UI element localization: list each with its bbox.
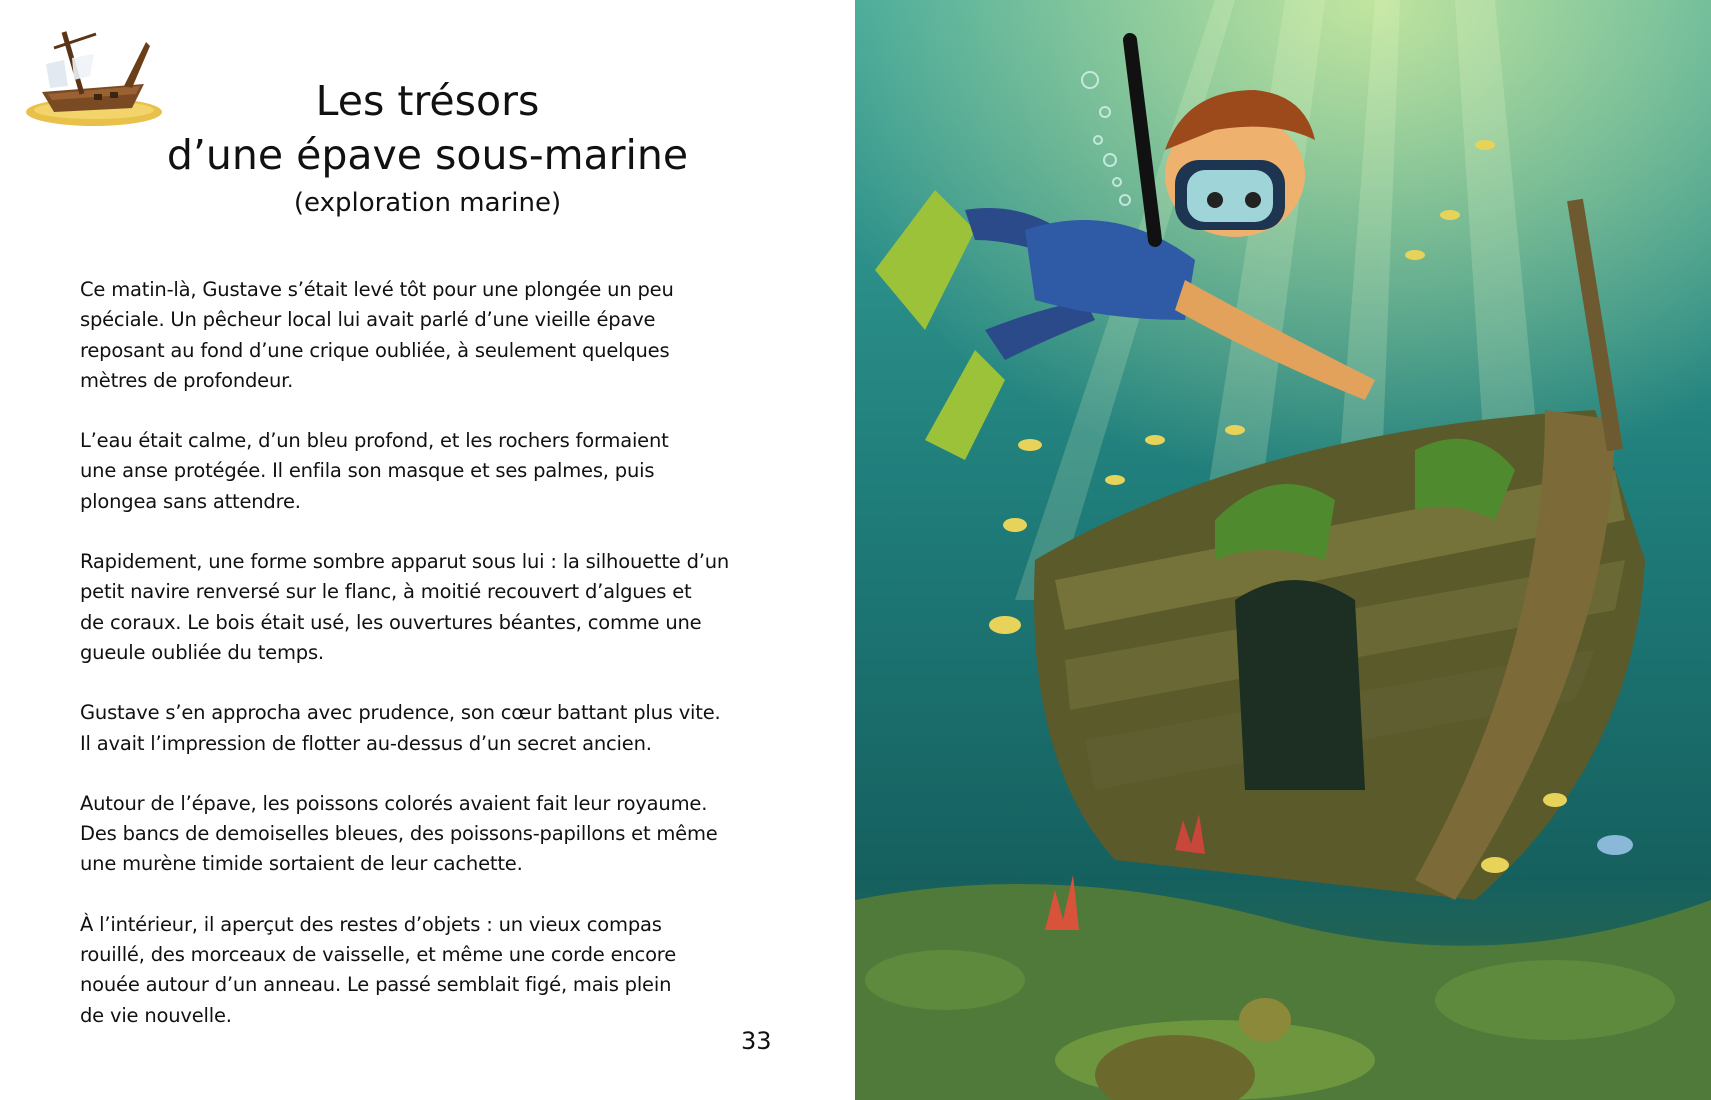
text-line: une murène timide sortaient de leur cachette.	[80, 852, 523, 876]
story-text	[80, 275, 780, 1061]
paragraph-2	[80, 426, 780, 517]
text-line: gueule oubliée du temps.	[80, 640, 324, 664]
text-line: de vie nouvelle.	[80, 1003, 232, 1027]
text-line: une anse protégée. Il enfila son masque et ses palmes, puis	[80, 459, 655, 483]
page-number: 33	[741, 1027, 772, 1055]
text-line: À l’intérieur, il aperçut des restes d’objets : un vieux compas	[80, 912, 662, 936]
title-block	[0, 74, 855, 222]
underwater-illustration	[855, 0, 1711, 1100]
text-line: de coraux. Le bois était usé, les ouvertures béantes, comme une	[80, 610, 702, 634]
text-line: Ce matin-là, Gustave s’était levé tôt pour une plongée un peu	[80, 278, 674, 301]
text-line: nouée autour d’un anneau. Le passé semblait figé, mais plein	[80, 973, 672, 997]
text-line: petit navire renversé sur le flanc, à moitié recouvert d’algues et	[80, 580, 692, 604]
text-line: plongea sans attendre.	[80, 489, 301, 513]
text-line: Rapidement, une forme sombre apparut sous lui : la silhouette d’un	[80, 550, 730, 574]
text-line: Il avait l’impression de flotter au-dessus d’un secret ancien.	[80, 731, 652, 755]
paragraph-5	[80, 789, 780, 880]
text-line: rouillé, des morceaux de vaisselle, et même une corde encore	[80, 943, 676, 967]
text-page	[0, 0, 855, 1100]
text-line: mètres de profondeur.	[80, 368, 294, 392]
text-line: spéciale. Un pêcheur local lui avait parlé d’une vieille épave	[80, 308, 656, 332]
text-line: Gustave s’en approcha avec prudence, son cœur battant plus vite.	[80, 701, 721, 725]
text-line: Autour de l’épave, les poissons colorés avaient fait leur royaume.	[80, 791, 708, 815]
text-line: reposant au fond d’une crique oubliée, à seulement quelques	[80, 338, 670, 362]
page-title-line-1: Les trésors	[315, 77, 540, 125]
page-subtitle: (exploration marine)	[293, 188, 562, 218]
text-line: L’eau était calme, d’un bleu profond, et les rochers formaient	[80, 429, 669, 453]
paragraph-1	[80, 275, 780, 396]
paragraph-6	[80, 910, 780, 1031]
paragraph-4	[80, 698, 780, 759]
paragraph-3	[80, 547, 780, 668]
page-title-line-2: d’une épave sous-marine	[166, 131, 689, 179]
text-line: Des bancs de demoiselles bleues, des poissons-papillons et même	[80, 822, 718, 846]
